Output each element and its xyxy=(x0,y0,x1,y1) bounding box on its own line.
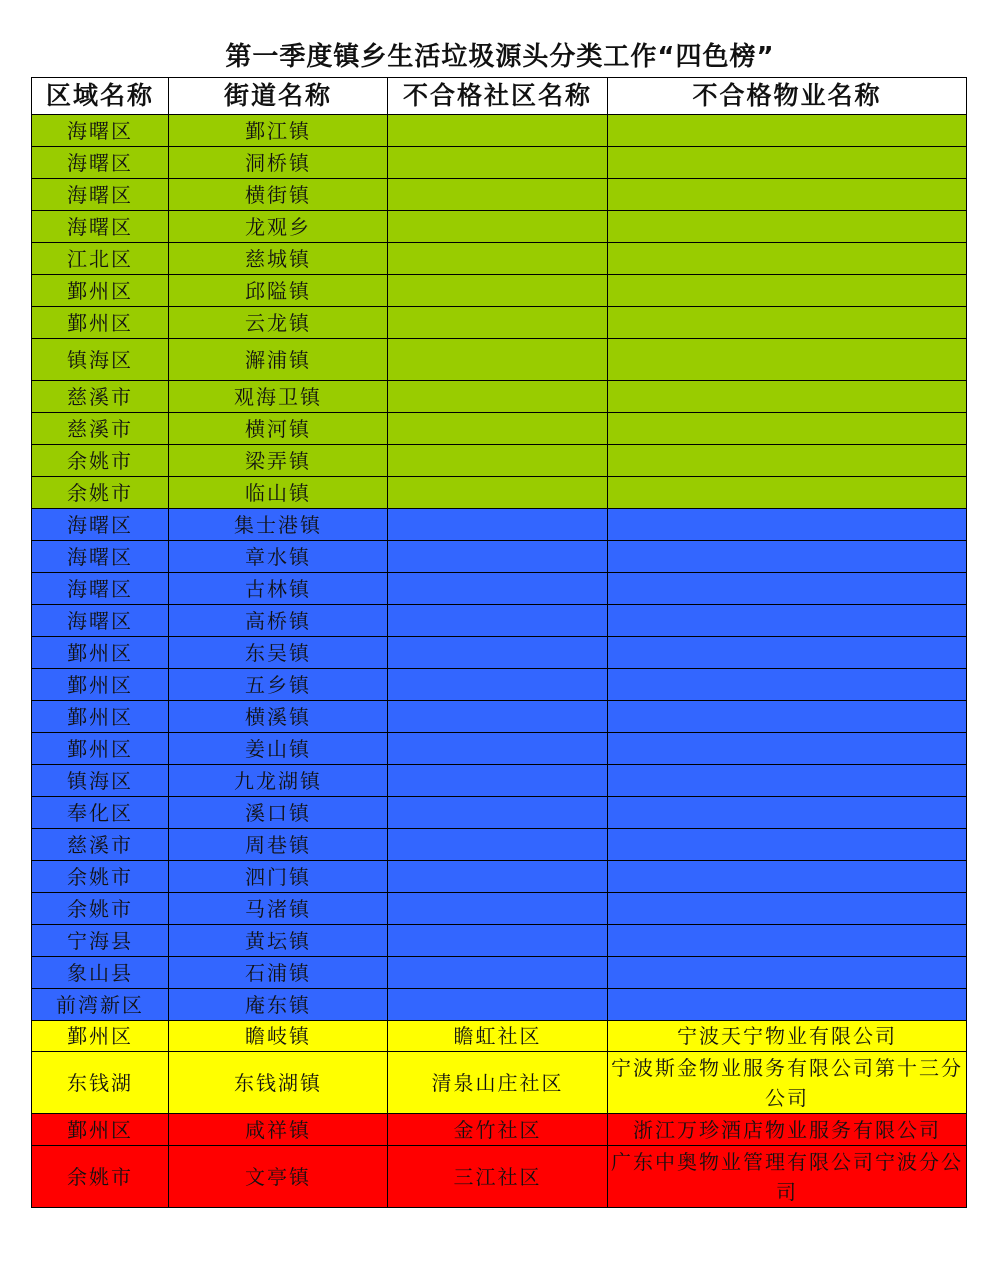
district-cell: 慈溪市 xyxy=(32,381,169,413)
header-district: 区域名称 xyxy=(32,78,169,115)
community-cell xyxy=(388,797,608,829)
community-cell xyxy=(388,509,608,541)
community-cell xyxy=(388,829,608,861)
street-cell: 泗门镇 xyxy=(169,861,388,893)
district-cell: 海曙区 xyxy=(32,147,169,179)
district-cell: 奉化区 xyxy=(32,797,169,829)
property-cell xyxy=(608,413,967,445)
property-cell xyxy=(608,179,967,211)
table-row xyxy=(32,339,967,381)
table-row xyxy=(32,1114,967,1146)
property-cell xyxy=(608,765,967,797)
community-cell xyxy=(388,893,608,925)
street-cell: 横河镇 xyxy=(169,413,388,445)
table-row xyxy=(32,733,967,765)
district-cell: 海曙区 xyxy=(32,509,169,541)
street-cell: 石浦镇 xyxy=(169,957,388,989)
street-cell: 观海卫镇 xyxy=(169,381,388,413)
street-cell: 云龙镇 xyxy=(169,307,388,339)
district-cell: 余姚市 xyxy=(32,1146,169,1208)
community-cell xyxy=(388,339,608,381)
property-cell xyxy=(608,989,967,1021)
property-cell xyxy=(608,733,967,765)
street-cell: 章水镇 xyxy=(169,541,388,573)
street-cell: 慈城镇 xyxy=(169,243,388,275)
district-cell: 余姚市 xyxy=(32,861,169,893)
district-cell: 鄞州区 xyxy=(32,669,169,701)
property-cell xyxy=(608,147,967,179)
table-row xyxy=(32,1052,967,1114)
property-cell xyxy=(608,541,967,573)
table-row xyxy=(32,925,967,957)
street-cell: 东吴镇 xyxy=(169,637,388,669)
street-cell: 文亭镇 xyxy=(169,1146,388,1208)
district-cell: 鄞州区 xyxy=(32,307,169,339)
street-cell: 临山镇 xyxy=(169,477,388,509)
property-cell xyxy=(608,275,967,307)
table-row xyxy=(32,861,967,893)
community-cell xyxy=(388,701,608,733)
board-body xyxy=(32,115,967,1208)
street-cell: 澥浦镇 xyxy=(169,339,388,381)
community-cell xyxy=(388,573,608,605)
property-cell xyxy=(608,477,967,509)
street-cell: 洞桥镇 xyxy=(169,147,388,179)
property-cell: 浙江万珍酒店物业服务有限公司 xyxy=(608,1114,967,1146)
community-cell xyxy=(388,115,608,147)
community-cell xyxy=(388,243,608,275)
table-row xyxy=(32,1146,967,1208)
table-row xyxy=(32,701,967,733)
table-row xyxy=(32,147,967,179)
community-cell xyxy=(388,605,608,637)
community-cell xyxy=(388,275,608,307)
street-cell: 横街镇 xyxy=(169,179,388,211)
district-cell: 鄞州区 xyxy=(32,1021,169,1052)
table-row xyxy=(32,989,967,1021)
street-cell: 周巷镇 xyxy=(169,829,388,861)
header-community: 不合格社区名称 xyxy=(388,78,608,115)
district-cell: 余姚市 xyxy=(32,445,169,477)
street-cell: 马渚镇 xyxy=(169,893,388,925)
district-cell: 海曙区 xyxy=(32,541,169,573)
community-cell: 金竹社区 xyxy=(388,1114,608,1146)
street-cell: 五乡镇 xyxy=(169,669,388,701)
table-row xyxy=(32,765,967,797)
page-title: 第一季度镇乡生活垃圾源头分类工作“四色榜” xyxy=(225,42,775,72)
table-row xyxy=(32,509,967,541)
community-cell: 瞻虹社区 xyxy=(388,1021,608,1052)
street-cell: 古林镇 xyxy=(169,573,388,605)
community-cell xyxy=(388,147,608,179)
street-cell: 龙观乡 xyxy=(169,211,388,243)
community-cell xyxy=(388,989,608,1021)
community-cell xyxy=(388,211,608,243)
community-cell xyxy=(388,957,608,989)
table-row xyxy=(32,445,967,477)
table-row xyxy=(32,573,967,605)
property-cell xyxy=(608,925,967,957)
community-cell: 清泉山庄社区 xyxy=(388,1052,608,1114)
property-cell: 宁波斯金物业服务有限公司第十三分公司 xyxy=(608,1052,967,1114)
district-cell: 海曙区 xyxy=(32,605,169,637)
district-cell: 江北区 xyxy=(32,243,169,275)
property-cell xyxy=(608,243,967,275)
property-cell xyxy=(608,797,967,829)
community-cell xyxy=(388,541,608,573)
district-cell: 海曙区 xyxy=(32,573,169,605)
street-cell: 鄞江镇 xyxy=(169,115,388,147)
table-row xyxy=(32,957,967,989)
street-cell: 咸祥镇 xyxy=(169,1114,388,1146)
property-cell: 宁波天宁物业有限公司 xyxy=(608,1021,967,1052)
community-cell xyxy=(388,669,608,701)
header-street: 街道名称 xyxy=(169,78,388,115)
property-cell xyxy=(608,701,967,733)
table-row xyxy=(32,115,967,147)
property-cell xyxy=(608,381,967,413)
district-cell: 鄞州区 xyxy=(32,733,169,765)
property-cell xyxy=(608,445,967,477)
table-row xyxy=(32,541,967,573)
table-row xyxy=(32,413,967,445)
property-cell: 广东中奥物业管理有限公司宁波分公司 xyxy=(608,1146,967,1208)
district-cell: 镇海区 xyxy=(32,765,169,797)
header-row xyxy=(32,78,967,115)
district-cell: 海曙区 xyxy=(32,211,169,243)
property-cell xyxy=(608,637,967,669)
property-cell xyxy=(608,669,967,701)
table-row xyxy=(32,1021,967,1052)
community-cell xyxy=(388,413,608,445)
property-cell xyxy=(608,573,967,605)
community-cell: 三江社区 xyxy=(388,1146,608,1208)
district-cell: 前湾新区 xyxy=(32,989,169,1021)
district-cell: 镇海区 xyxy=(32,339,169,381)
table-row xyxy=(32,211,967,243)
street-cell: 集士港镇 xyxy=(169,509,388,541)
district-cell: 东钱湖 xyxy=(32,1052,169,1114)
property-cell xyxy=(608,115,967,147)
district-cell: 慈溪市 xyxy=(32,413,169,445)
district-cell: 鄞州区 xyxy=(32,275,169,307)
community-cell xyxy=(388,307,608,339)
property-cell xyxy=(608,893,967,925)
community-cell xyxy=(388,637,608,669)
district-cell: 慈溪市 xyxy=(32,829,169,861)
district-cell: 余姚市 xyxy=(32,477,169,509)
property-cell xyxy=(608,957,967,989)
street-cell: 梁弄镇 xyxy=(169,445,388,477)
property-cell xyxy=(608,307,967,339)
property-cell xyxy=(608,339,967,381)
district-cell: 鄞州区 xyxy=(32,701,169,733)
header-property: 不合格物业名称 xyxy=(608,78,967,115)
community-cell xyxy=(388,445,608,477)
property-cell xyxy=(608,829,967,861)
four-color-board-table xyxy=(31,77,967,1208)
table-row xyxy=(32,179,967,211)
table-row xyxy=(32,797,967,829)
table-row xyxy=(32,243,967,275)
street-cell: 溪口镇 xyxy=(169,797,388,829)
property-cell xyxy=(608,861,967,893)
community-cell xyxy=(388,925,608,957)
community-cell xyxy=(388,381,608,413)
community-cell xyxy=(388,477,608,509)
community-cell xyxy=(388,733,608,765)
district-cell: 海曙区 xyxy=(32,115,169,147)
street-cell: 黄坛镇 xyxy=(169,925,388,957)
table-row xyxy=(32,893,967,925)
district-cell: 宁海县 xyxy=(32,925,169,957)
district-cell: 余姚市 xyxy=(32,893,169,925)
street-cell: 庵东镇 xyxy=(169,989,388,1021)
district-cell: 象山县 xyxy=(32,957,169,989)
district-cell: 鄞州区 xyxy=(32,637,169,669)
table-row xyxy=(32,669,967,701)
community-cell xyxy=(388,861,608,893)
community-cell xyxy=(388,765,608,797)
street-cell: 高桥镇 xyxy=(169,605,388,637)
property-cell xyxy=(608,211,967,243)
property-cell xyxy=(608,605,967,637)
district-cell: 海曙区 xyxy=(32,179,169,211)
table-row xyxy=(32,275,967,307)
community-cell xyxy=(388,179,608,211)
street-cell: 邱隘镇 xyxy=(169,275,388,307)
table-row xyxy=(32,605,967,637)
street-cell: 横溪镇 xyxy=(169,701,388,733)
table-row xyxy=(32,477,967,509)
district-cell: 鄞州区 xyxy=(32,1114,169,1146)
table-row xyxy=(32,829,967,861)
street-cell: 瞻岐镇 xyxy=(169,1021,388,1052)
table-row xyxy=(32,307,967,339)
property-cell xyxy=(608,509,967,541)
table-row xyxy=(32,381,967,413)
table-row xyxy=(32,637,967,669)
street-cell: 东钱湖镇 xyxy=(169,1052,388,1114)
street-cell: 姜山镇 xyxy=(169,733,388,765)
street-cell: 九龙湖镇 xyxy=(169,765,388,797)
